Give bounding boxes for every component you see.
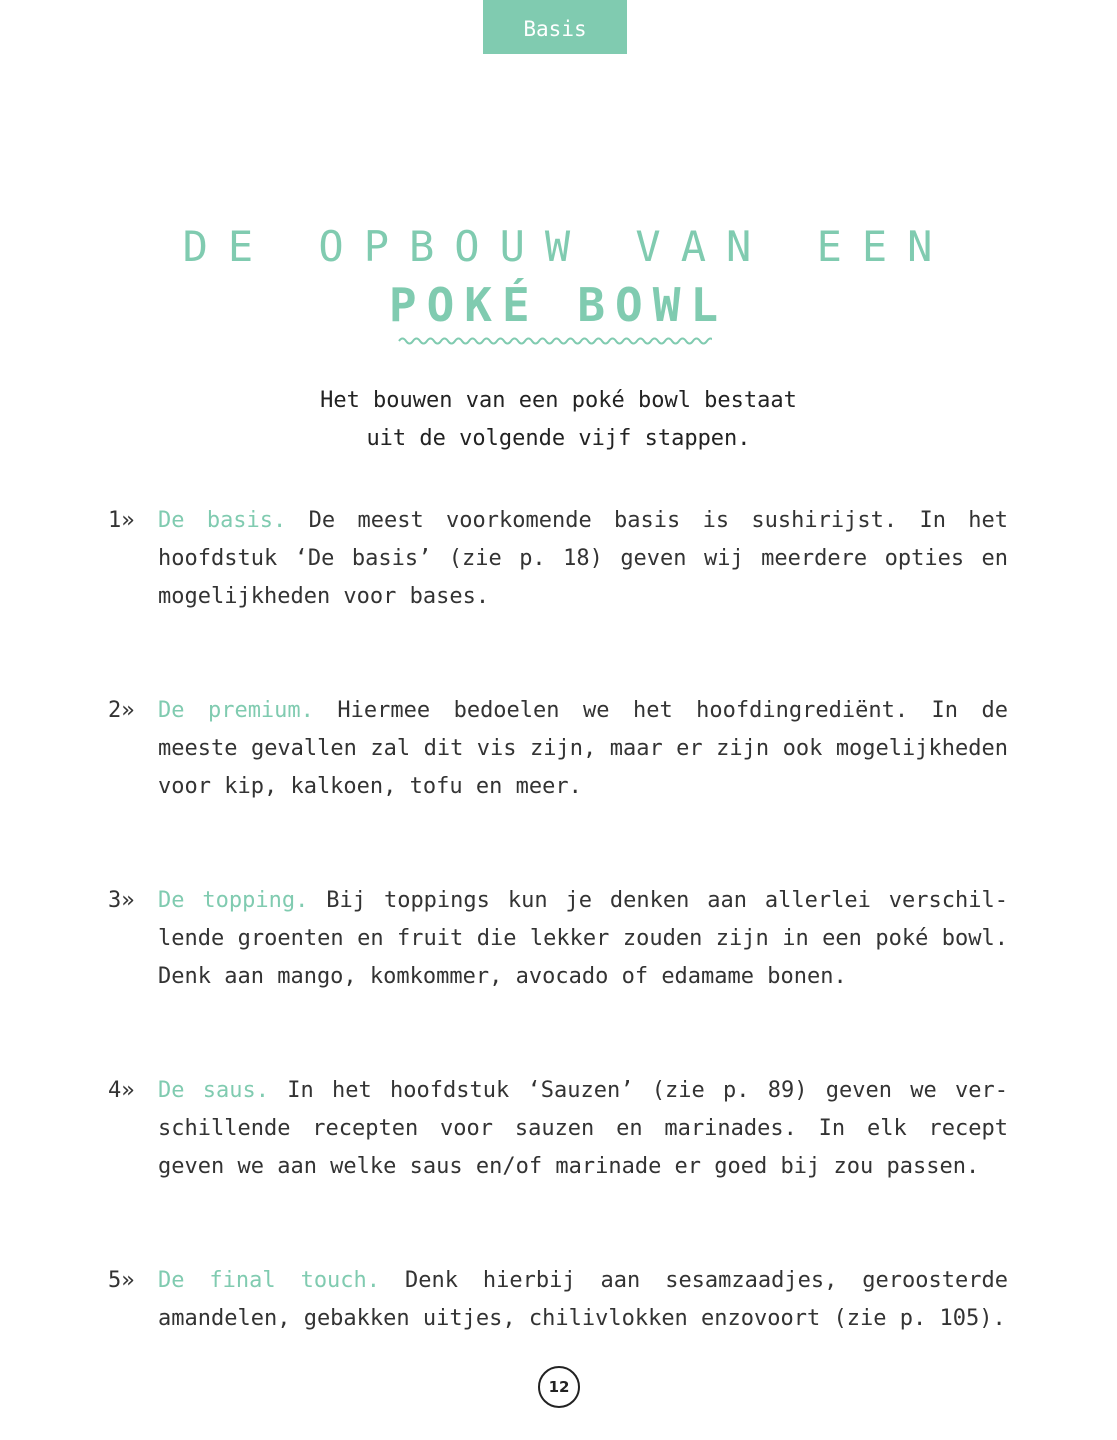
step-title: De basis. [158,508,287,533]
step-text: Bij toppings kun je denken aan allerlei verschillende groenten en fruit die lekker zouden zijn in een poké bowl. Denk aan mango, komkommer, avocado of edamame bonen. [158,888,1009,989]
step-number: 5» [108,1268,135,1293]
steps-list [108,502,1008,1414]
step-text: De meest voorkomende basis is sushirijst. In het hoofdstuk ‘De basis’ (zie p. 18) geven wij meerdere opties en mogelijkheden voor bases. [158,508,1009,609]
wave-divider [398,335,712,347]
step-item [108,1262,1008,1338]
step-text: Hiermee bedoelen we het hoofdingrediënt. In de meeste gevallen zal dit vis zijn, maar er zijn ook mogelijkheden voor kip, kalkoen, tofu en meer. [158,698,1008,799]
section-tab: Basis [483,0,627,54]
title-line-1: DE OPBOUW VAN EEN [182,222,953,271]
step-item [108,1072,1008,1186]
step-item [108,502,1008,616]
step-number: 1» [108,508,135,533]
intro-line-2: uit de volgende vijf stappen. [366,426,751,451]
step-title: De premium. [158,698,314,723]
intro [0,382,1117,458]
step-title: De topping. [158,888,309,913]
step-title: De saus. [158,1078,269,1103]
intro-line-1: Het bouwen van een poké bowl bestaat [320,388,797,413]
step-number: 4» [108,1078,135,1103]
step-item [108,692,1008,806]
title-line-2: POKÉ BOWL [388,278,729,332]
step-number: 2» [108,698,135,723]
page-number: 12 [538,1366,580,1408]
step-item [108,882,1008,996]
step-number: 3» [108,888,135,913]
step-text: In het hoofdstuk ‘Sauzen’ (zie p. 89) geven we verschillende recepten voor sauzen en marinades. In elk recept geven we aan welke saus en/of marinade er goed bij zou passen. [158,1078,1009,1179]
step-text: Denk hierbij aan sesamzaadjes, geroosterde amandelen, gebakken uitjes, chilivlokken enzovoort (zie p. 105). [158,1268,1009,1331]
step-title: De final touch. [158,1268,381,1293]
